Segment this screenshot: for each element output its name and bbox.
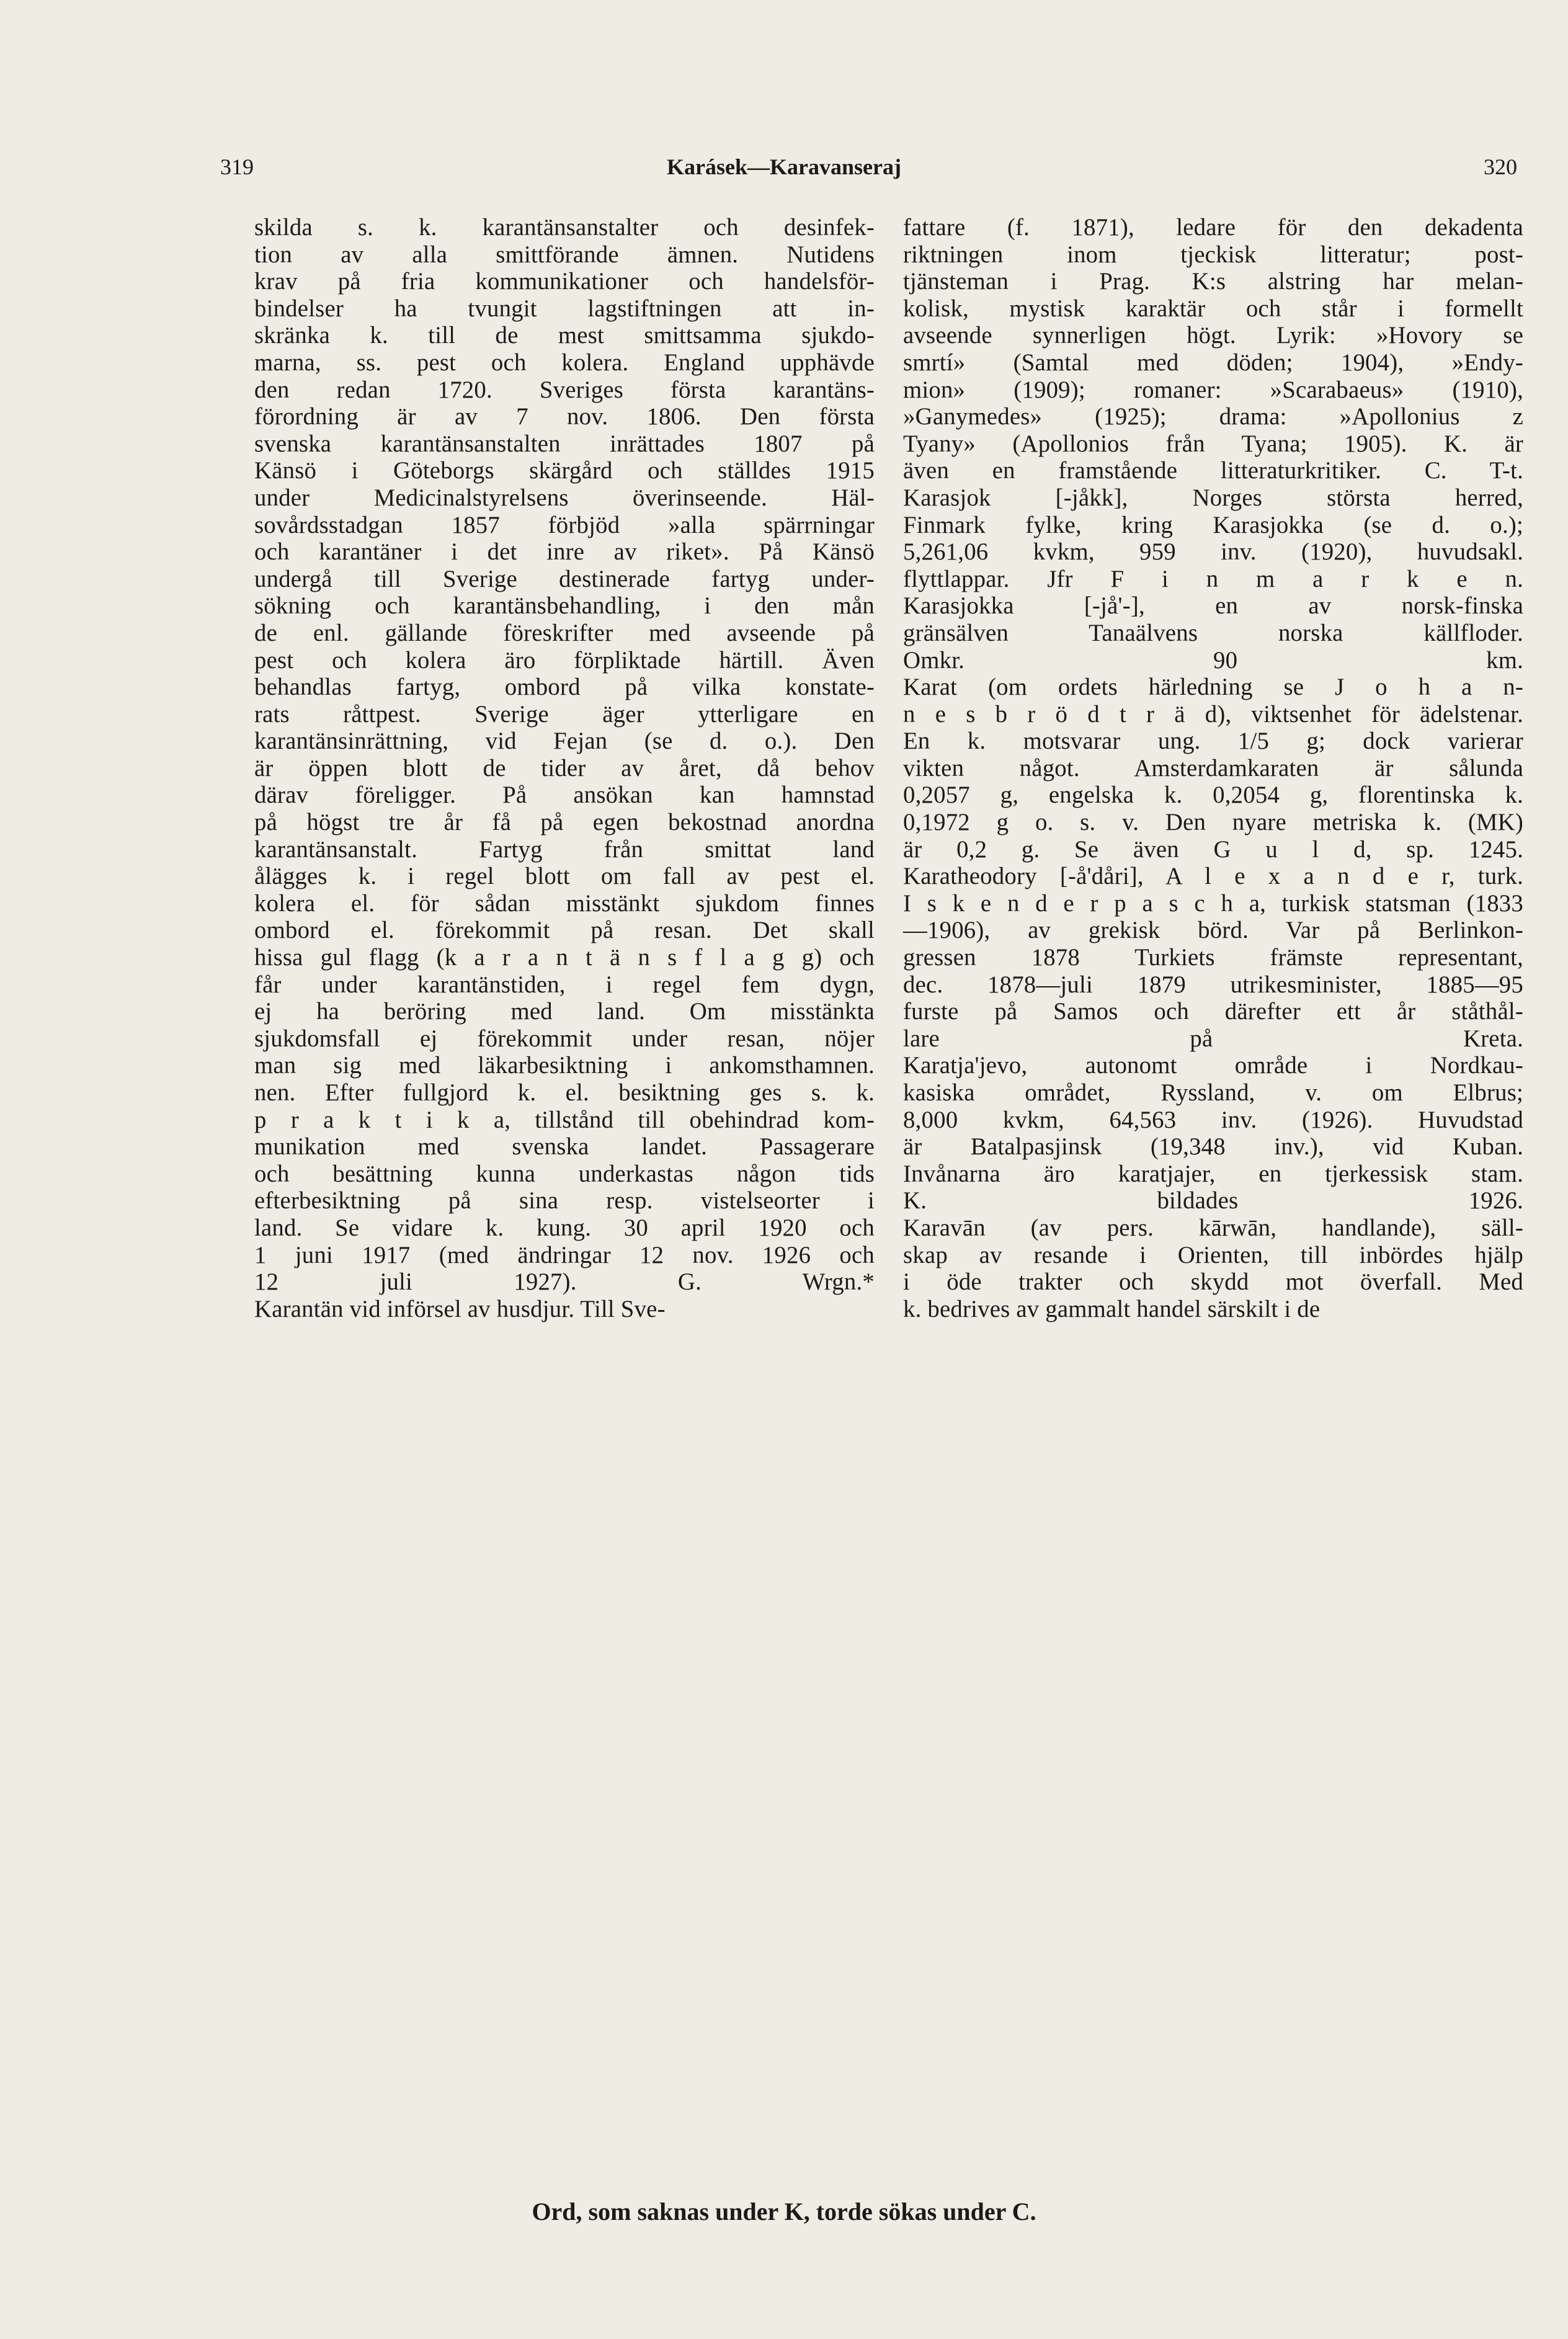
- right-column: [903, 214, 1523, 1322]
- text-line: de enl. gällande föreskrifter med avseende på: [254, 619, 875, 646]
- text-line: Känsö i Göteborgs skärgård och ställdes 1915: [254, 457, 875, 484]
- text-line: tion av alla smittförande ämnen. Nutidens: [254, 241, 875, 268]
- text-line: är Batalpasjinsk (19,348 inv.), vid Kuban.: [903, 1133, 1523, 1161]
- text-line: även en framstående litteraturkritiker. C. T-t.: [903, 457, 1523, 484]
- text-line: karantänsanstalt. Fartyg från smittat land: [254, 835, 875, 863]
- text-line: furste på Samos och därefter ett år ståthål-: [903, 998, 1523, 1025]
- text-line: svenska karantänsanstalten inrättades 1807 på: [254, 430, 875, 457]
- left-column: [254, 214, 875, 1322]
- text-line: Finmark fylke, kring Karasjokka (se d. o.);: [903, 511, 1523, 538]
- text-line: är 0,2 g. Se även G u l d, sp. 1245.: [903, 835, 1523, 863]
- text-line: tjänsteman i Prag. K:s alstring har melan-: [903, 268, 1523, 295]
- text-line: kolera el. för sådan misstänkt sjukdom finnes: [254, 889, 875, 917]
- text-line: mion» (1909); romaner: »Scarabaeus» (1910),: [903, 376, 1523, 403]
- text-line: kasiska området, Ryssland, v. om Elbrus;: [903, 1079, 1523, 1106]
- text-line: k. bedrives av gammalt handel särskilt i de: [903, 1295, 1321, 1322]
- text-line: under Medicinalstyrelsens överinseende. Häl-: [254, 484, 875, 511]
- text-line: En k. motsvarar ung. 1/5 g; dock varierar: [903, 728, 1523, 755]
- text-line: Karantän vid införsel av husdjur. Till Sve-: [254, 1295, 666, 1322]
- text-line: Karasjok [-jåkk], Norges största herred,: [903, 484, 1523, 511]
- text-line: sökning och karantänsbehandling, i den mån: [254, 592, 875, 620]
- page-number-left: 319: [220, 154, 254, 179]
- text-line: och karantäner i det inre av riket». På Känsö: [254, 538, 875, 566]
- text-line: karantänsinrättning, vid Fejan (se d. o.). Den: [254, 728, 875, 755]
- text-line: 8,000 kvkm, 64,563 inv. (1926). Huvudstad: [903, 1106, 1523, 1133]
- text-line: nen. Efter fullgjord k. el. besiktning ges s. k.: [254, 1079, 875, 1106]
- text-line: ålägges k. i regel blott om fall av pest el.: [254, 863, 875, 890]
- text-line: riktningen inom tjeckisk litteratur; post-: [903, 241, 1523, 268]
- text-line: Karat (om ordets härledning se J o h a n-: [903, 674, 1523, 701]
- text-line: förordning är av 7 nov. 1806. Den första: [254, 403, 875, 430]
- text-line: marna, ss. pest och kolera. England upphävde: [254, 349, 875, 376]
- page-number-right: 320: [1484, 154, 1517, 179]
- text-line: Karasjokka [-jå'-], en av norsk-finska: [903, 592, 1523, 620]
- text-line: Omkr. 90 km.: [903, 646, 1523, 674]
- text-line: Karatja'jevo, autonomt område i Nordkau-: [903, 1052, 1523, 1079]
- text-line: I s k e n d e r p a s c h a, turkisk statsman (1833: [903, 889, 1523, 917]
- text-line: Karatheodory [-å'dåri], A l e x a n d e r, turk.: [903, 863, 1523, 890]
- text-line: hissa gul flagg (k a r a n t ä n s f l a g g) och: [254, 944, 875, 971]
- text-line: får under karantänstiden, i regel fem dygn,: [254, 971, 875, 998]
- text-line: »Ganymedes» (1925); drama: »Apollonius z: [903, 403, 1523, 430]
- text-line: i öde trakter och skydd mot överfall. Med: [903, 1268, 1523, 1296]
- text-line: man sig med läkarbesiktning i ankomsthamnen.: [254, 1052, 875, 1079]
- text-line: munikation med svenska landet. Passagerare: [254, 1133, 875, 1161]
- text-line: gressen 1878 Turkiets främste representant,: [903, 944, 1523, 971]
- text-line: därav föreligger. På ansökan kan hamnstad: [254, 782, 875, 809]
- text-line: Karavān (av pers. kārwān, handlande), säll-: [903, 1214, 1523, 1241]
- text-line: p r a k t i k a, tillstånd till obehindrad kom-: [254, 1106, 875, 1133]
- text-line: 1 juni 1917 (med ändringar 12 nov. 1926 och: [254, 1241, 875, 1268]
- text-line: Invånarna äro karatjajer, en tjerkessisk stam.: [903, 1160, 1523, 1187]
- text-line: Tyany» (Apollonios från Tyana; 1905). K. är: [903, 430, 1523, 457]
- text-line: lare på Kreta.: [903, 1025, 1523, 1052]
- text-line: avseende synnerligen högt. Lyrik: »Hovory se: [903, 322, 1523, 349]
- text-line: fattare (f. 1871), ledare för den dekadenta: [903, 214, 1523, 241]
- text-line: ombord el. förekommit på resan. Det skall: [254, 917, 875, 944]
- text-line: behandlas fartyg, ombord på vilka konstate-: [254, 674, 875, 701]
- text-line: 0,2057 g, engelska k. 0,2054 g, florentinska k.: [903, 782, 1523, 809]
- text-line: —1906), av grekisk börd. Var på Berlinkon-: [903, 917, 1523, 944]
- text-line: n e s b r ö d t r ä d), viktsenhet för ädelstenar.: [903, 700, 1523, 728]
- text-line: skränka k. till de mest smittsamma sjukdo-: [254, 322, 875, 349]
- text-line: undergå till Sverige destinerade fartyg under-: [254, 565, 875, 592]
- text-line: bindelser ha tvungit lagstiftningen att in-: [254, 295, 875, 322]
- running-head: Karásek—Karavanseraj: [667, 154, 901, 179]
- text-line: sovårdsstadgan 1857 förbjöd »alla spärrningar: [254, 511, 875, 538]
- text-line: och besättning kunna underkastas någon tids: [254, 1160, 875, 1187]
- text-line: kolisk, mystisk karaktär och står i formellt: [903, 295, 1523, 322]
- text-line: krav på fria kommunikationer och handelsför-: [254, 268, 875, 295]
- text-line: K. bildades 1926.: [903, 1187, 1523, 1214]
- text-line: efterbesiktning på sina resp. vistelseorter i: [254, 1187, 875, 1214]
- text-line: på högst tre år få på egen bekostnad anordna: [254, 809, 875, 836]
- text-line: land. Se vidare k. kung. 30 april 1920 och: [254, 1214, 875, 1241]
- text-line: skap av resande i Orienten, till inbördes hjälp: [903, 1241, 1523, 1268]
- text-line: 0,1972 g o. s. v. Den nyare metriska k. (MK): [903, 809, 1523, 836]
- text-line: ej ha beröring med land. Om misstänkta: [254, 998, 875, 1025]
- text-line: pest och kolera äro förpliktade härtill. Även: [254, 646, 875, 674]
- text-line: flyttlappar. Jfr F i n m a r k e n.: [903, 565, 1523, 592]
- footer-note: Ord, som saknas under K, torde sökas under C.: [532, 2198, 1036, 2225]
- text-line: rats råttpest. Sverige äger ytterligare en: [254, 700, 875, 728]
- text-line: skilda s. k. karantänsanstalter och desinfek-: [254, 214, 875, 241]
- text-line: dec. 1878—juli 1879 utrikesminister, 1885—95: [903, 971, 1523, 998]
- text-line: smrtí» (Samtal med döden; 1904), »Endy-: [903, 349, 1523, 376]
- text-line: gränsälven Tanaälvens norska källfloder.: [903, 619, 1523, 646]
- text-line: vikten något. Amsterdamkaraten är sålunda: [903, 754, 1523, 782]
- text-line: 5,261,06 kvkm, 959 inv. (1920), huvudsakl.: [903, 538, 1523, 566]
- text-line: är öppen blott de tider av året, då behov: [254, 754, 875, 782]
- text-line: sjukdomsfall ej förekommit under resan, nöjer: [254, 1025, 875, 1052]
- text-line: den redan 1720. Sveriges första karantäns-: [254, 376, 875, 403]
- text-line: 12 juli 1927). G. Wrgn.*: [254, 1268, 875, 1296]
